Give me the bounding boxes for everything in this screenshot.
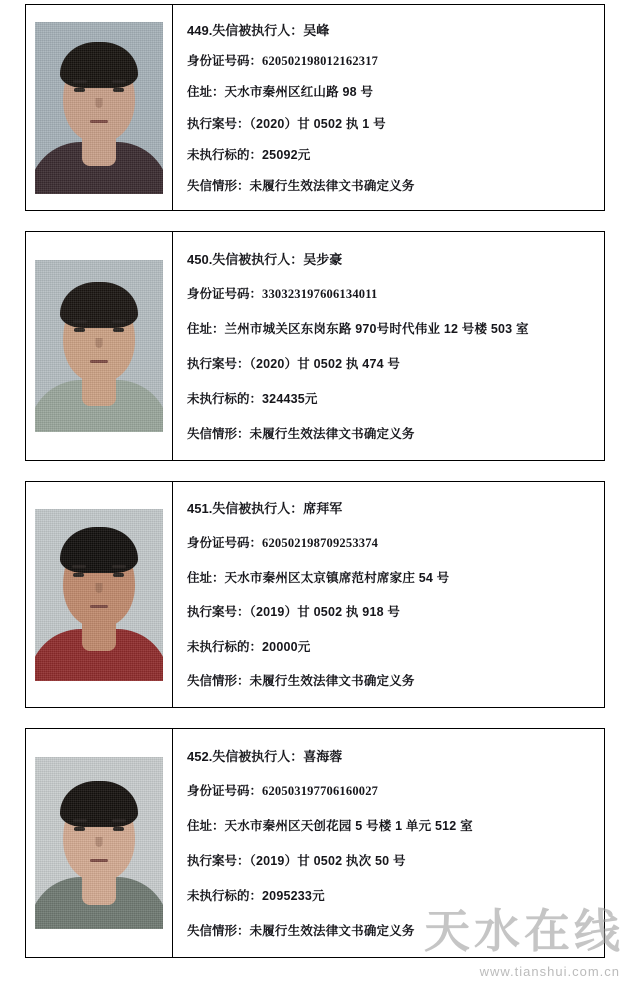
photo-mouth [90,360,108,363]
photo-brow-left [73,320,87,323]
photo-eye-right [113,827,124,831]
photo-nose [96,837,103,847]
debtor-record [25,728,605,958]
id-number-line [187,536,596,552]
amount-value: 324435元 [262,391,318,406]
case-number-line [187,854,596,870]
address-value: 天水市秦州区太京镇席范村席家庄 54 号 [224,570,450,585]
situation-line [187,924,596,940]
address-line [187,819,596,835]
situation-value: 未履行生效法律文书确定义务 [249,673,415,688]
watermark-text: 天水在线 [424,906,624,957]
situation-label: 失信情形： [187,178,250,193]
id-number-value: 620502198709253374 [262,536,379,551]
case-number-label: 执行案号： [187,116,250,131]
amount-value: 20000元 [262,639,311,654]
address-value: 天水市秦州区天创花园 5 号楼 1 单元 512 室 [224,819,473,834]
amount-line [187,889,596,905]
amount-label: 未执行标的： [187,639,263,654]
case-number-line [187,117,596,133]
situation-value: 未履行生效法律文书确定义务 [249,923,415,938]
photo-cell [26,232,173,460]
id-number-line [187,287,596,303]
document-page [0,4,630,987]
photo-eye-left [74,827,85,831]
address-label: 住址： [187,819,225,834]
id-number-label: 身份证号码： [187,287,263,302]
watermark-url: www.tianshui.com.cn [479,964,620,979]
situation-line [187,179,596,195]
photo-brow-left [73,819,87,822]
situation-line [187,427,596,443]
photo-eye-left [74,88,85,92]
case-number-value: （2019）甘 0502 执次 50 号 [249,853,406,868]
case-number-line [187,357,596,373]
amount-line [187,392,596,408]
photo-nose [96,338,103,348]
info-cell [173,232,604,460]
address-line [187,85,596,101]
address-line [187,571,596,587]
debtor-record [25,481,605,708]
photo-cell [26,729,173,957]
debtor-photo [35,22,163,194]
debtor-record [25,231,605,461]
photo-mouth [90,120,108,123]
situation-label: 失信情形： [187,426,250,441]
address-value: 天水市秦州区红山路 98 号 [224,85,374,100]
amount-line [187,640,596,656]
id-number-value: 620503197706160027 [262,784,379,799]
photo-brow-right [112,565,126,568]
info-cell [173,729,604,957]
case-number-value: （2019）甘 0502 执 918 号 [249,605,401,620]
address-value: 兰州市城关区东岗东路 970号时代伟业 12 号楼 503 室 [224,322,529,337]
case-number-label: 执行案号： [187,356,250,371]
amount-line [187,148,596,164]
amount-value: 2095233元 [262,888,325,903]
photo-eye-left [74,328,85,332]
id-number-label: 身份证号码： [187,536,263,551]
photo-brow-left [73,80,87,83]
debtor-record [25,4,605,211]
record-title: 452.失信被执行人：喜海蓉 [187,748,343,764]
id-number-label: 身份证号码： [187,784,263,799]
debtor-photo [35,509,163,681]
case-number-label: 执行案号： [187,605,250,620]
photo-mouth [90,859,108,862]
photo-mouth [90,605,108,608]
photo-cell [26,5,173,210]
photo-brow-right [112,819,126,822]
amount-label: 未执行标的： [187,147,263,162]
situation-label: 失信情形： [187,923,250,938]
debtor-photo [35,757,163,929]
address-line [187,322,596,338]
amount-label: 未执行标的： [187,391,263,406]
id-number-label: 身份证号码： [187,54,263,69]
situation-label: 失信情形： [187,673,250,688]
situation-value: 未履行生效法律文书确定义务 [249,426,415,441]
address-label: 住址： [187,570,225,585]
case-number-value: （2020）甘 0502 执 474 号 [249,356,401,371]
info-cell [173,5,604,210]
id-number-value: 330323197606134011 [262,287,378,302]
photo-nose [96,583,103,593]
address-label: 住址： [187,322,225,337]
photo-brow-right [112,320,126,323]
record-title: 449.失信被执行人：吴峰 [187,22,330,38]
situation-value: 未履行生效法律文书确定义务 [249,178,415,193]
address-label: 住址： [187,85,225,100]
photo-brow-right [112,80,126,83]
situation-line [187,674,596,690]
amount-value: 25092元 [262,147,311,162]
photo-cell [26,482,173,707]
id-number-line [187,784,596,800]
debtor-photo [35,260,163,432]
case-number-line [187,605,596,621]
amount-label: 未执行标的： [187,888,263,903]
case-number-value: （2020）甘 0502 执 1 号 [249,116,386,131]
photo-brow-left [72,565,86,568]
case-number-label: 执行案号： [187,853,250,868]
photo-nose [96,98,103,108]
record-title: 451.失信被执行人：席拜军 [187,501,343,517]
photo-eye-right [113,328,124,332]
id-number-value: 620502198012162317 [262,54,379,69]
photo-eye-right [113,573,124,577]
photo-eye-right [113,88,124,92]
id-number-line [187,54,596,70]
info-cell [173,482,604,707]
photo-eye-left [73,573,84,577]
record-title: 450.失信被执行人：吴步豪 [187,251,343,267]
